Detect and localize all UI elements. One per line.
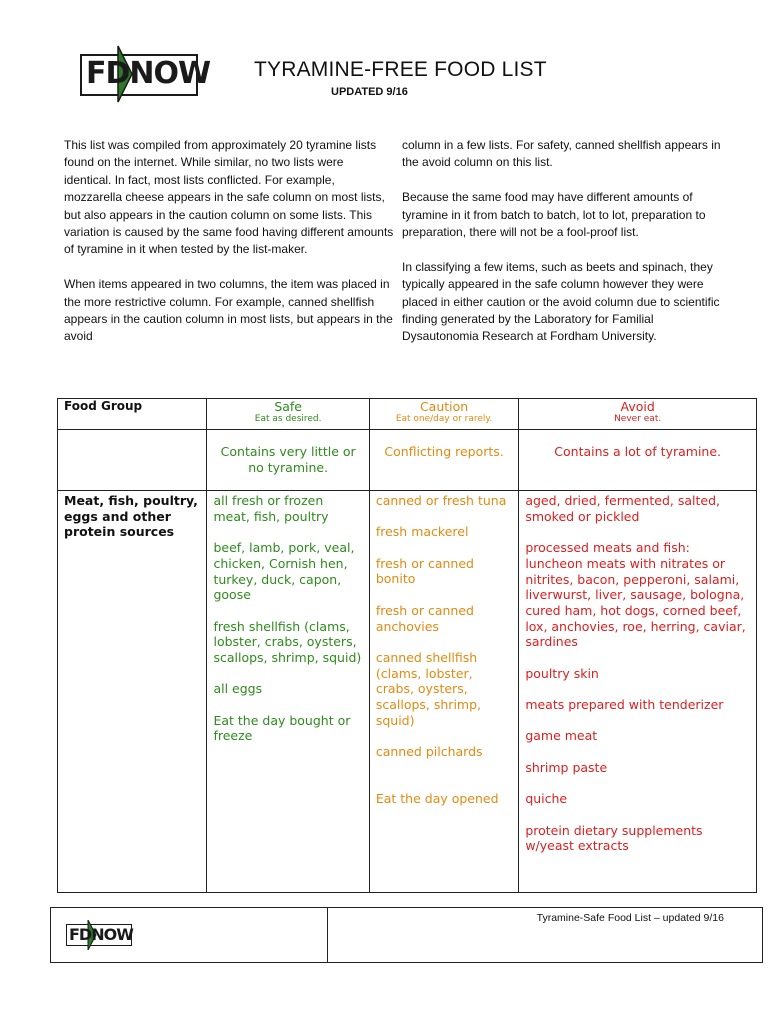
header-caution-sub: Eat one/day or rarely.: [395, 414, 493, 424]
header-caution-label: Caution: [419, 399, 469, 414]
table-row: [58, 491, 757, 893]
intro-column-right: [402, 137, 732, 363]
list-item: Eat the day opened: [375, 790, 499, 806]
table-description-row: [58, 430, 757, 491]
fdnow-logo: [80, 44, 211, 104]
footer-logo-text: FDNOW: [69, 925, 133, 944]
list-item: quiche: [525, 791, 568, 807]
logo-text: FDNOW: [86, 56, 211, 91]
header-safe: [207, 399, 369, 430]
table-header-row: [58, 399, 757, 430]
page-footer: [50, 907, 763, 963]
header-food-group: Food Group: [58, 399, 207, 430]
description-caution: Conflicting reports.: [369, 430, 518, 491]
list-item: game meat: [525, 728, 598, 744]
list-item: fresh mackerel: [375, 524, 469, 540]
food-table: [57, 398, 757, 893]
list-item: all fresh or frozen meat, fish, poultry: [213, 493, 329, 524]
description-safe: Contains very little or no tyramine.: [207, 430, 369, 491]
intro-column-left: [64, 137, 394, 363]
list-item: canned or fresh tuna: [375, 493, 507, 508]
description-avoid: Contains a lot of tyramine.: [519, 430, 757, 491]
page-title: TYRAMINE-FREE FOOD LIST: [254, 58, 547, 81]
header-safe-sub: Eat as desired.: [254, 414, 322, 424]
food-group-name: Meat, fish, poultry, eggs and other protein sources: [58, 491, 207, 893]
list-item: fresh or canned anchovies: [375, 602, 474, 634]
intro-paragraph: This list was compiled from approximately 20 tyramine lists found on the internet. While similar, no two lists were identical. In fact, most lists conflicted. For example, mozzarella cheese appears in the safe column on most lists, but also appears in the caution column on some lists. This variation is caused by the same food having different amounts of tyramine in it when tested by the list-maker.: [64, 138, 394, 257]
list-item: poultry skin: [525, 665, 599, 681]
list-item: canned pilchards: [375, 744, 483, 760]
list-item: all eggs: [213, 681, 263, 697]
list-item: shrimp paste: [525, 759, 608, 775]
list-item: protein dietary supplements w/yeast extracts: [525, 822, 703, 854]
list-item: fresh shellfish (clams, lobster, crabs, oysters, scallops, shrimp, squid): [213, 618, 362, 665]
intro-paragraph: column in a few lists. For safety, canned shellfish appears in the avoid column on this list.: [402, 138, 721, 170]
list-item: aged, dried, fermented, salted, smoked or pickled: [525, 493, 721, 524]
header-avoid-sub: Never eat.: [614, 414, 662, 424]
intro-paragraph: In classifying a few items, such as beets and spinach, they typically appeared in the safe column however they were placed in either caution or the avoid column due to scientific finding generated by the Laboratory for Familial Dysautonomia Research at Fordham University.: [402, 259, 720, 344]
header-safe-label: Safe: [274, 399, 302, 414]
footer-divider: [327, 908, 328, 962]
header-avoid: [519, 399, 757, 430]
safe-items: [207, 491, 369, 893]
header-avoid-label: Avoid: [620, 399, 655, 414]
list-item: processed meats and fish: luncheon meats with nitrates or nitrites, bacon, pepperoni, salami, liverwurst, liver, sausage, bologna, cured ham, hot dogs, corned beef, lox, anchovies, roe, herring, caviar, sardines: [525, 540, 746, 650]
caution-items: [369, 491, 518, 893]
list-item: meats prepared with tenderizer: [525, 697, 724, 713]
list-item: canned shellfish (clams, lobster, crabs, oysters, scallops, shrimp, squid): [375, 649, 482, 728]
intro-paragraph: When items appeared in two columns, the item was placed in the more restrictive column. For example, canned shellfish appears in the caution column in most lists, but appears in the avoid: [64, 277, 393, 344]
header-caution: [369, 399, 518, 430]
description-empty: [58, 430, 207, 491]
avoid-items: [519, 491, 757, 893]
list-item: beef, lamb, pork, veal, chicken, Cornish hen, turkey, duck, capon, goose: [213, 540, 355, 603]
intro-paragraph: Because the same food may have different amounts of tyramine in it from batch to batch, lot to lot, preparation to preparation, there will not be a fool-proof list.: [402, 190, 706, 240]
footer-text: Tyramine-Safe Food List – updated 9/16: [536, 912, 724, 924]
list-item: Eat the day bought or freeze: [213, 712, 351, 744]
page-subtitle: UPDATED 9/16: [331, 86, 408, 98]
list-item: fresh or canned bonito: [375, 555, 474, 587]
footer-logo: [66, 920, 134, 950]
